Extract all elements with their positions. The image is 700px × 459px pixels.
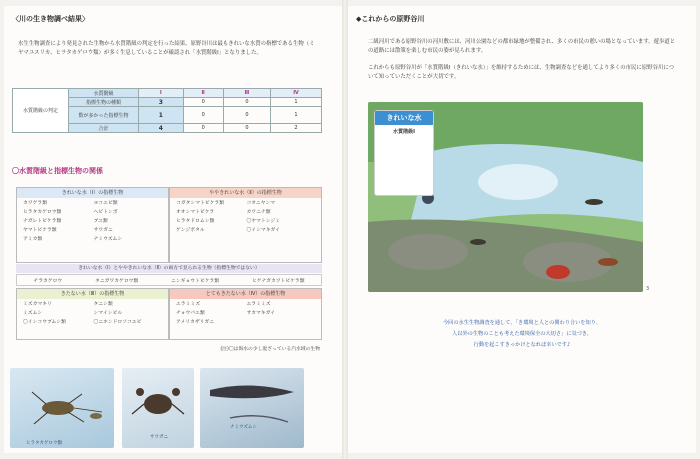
list-item: 〇ニホンドロソコエビ [93,320,142,325]
list-item: ブユ類 [93,219,108,224]
future-title: ◆これからの原野谷川 [356,15,425,23]
flatworm-photo [200,368,304,448]
table-row: 指標生物の種類 3 0 0 1 [13,98,322,107]
river-illustration [368,102,643,292]
list-item: サワガニ [93,228,113,233]
crab-label: サワガニ [150,435,168,440]
list-item: アミカ類 [23,237,43,242]
list-item: ヘビトンボ [93,210,118,215]
closing-line-3: 行動を起こすきっかけとなれば幸いです♪ [473,342,571,348]
list-item: エラミミズ [246,302,271,307]
list-item: ヒラタドロムシ類 [176,219,215,224]
common-band-heading: きれいな水（Ⅰ）とややきれいな水（Ⅱ）の両方で見られる生物（指標生物ではない） [16,264,322,273]
list-item: コオニヤンマ [246,201,276,206]
info-sign-title: きれいな水 [375,111,433,125]
level1-box [16,187,169,263]
future-para-1: 二級河川である原野谷川の河川敷には、河川公園などの都市緑地が整備され、多くの市民の憩いの場となっています。遊歩道との道路には散策を楽しむ市民の姿が見られます。 [368,39,676,54]
list-item: ヨコエビ類 [93,201,118,206]
level1-list [17,198,168,246]
list-item: ヤマトビケラ類 [23,228,57,233]
flatworm-label: ナミウズムシ [230,425,257,430]
right-page [348,6,696,453]
common-band-list [16,274,322,286]
list-item: チョウバエ類 [176,311,205,316]
closing-line-1: 今回の水生生物調査を通して、「き環境と人との関わり合いを知り、 [442,320,602,326]
level3-list [17,299,168,329]
list-item: ニンギョウトビケラ類 [171,278,220,284]
relation-title: 〇水質階級と指標生物の関係 [12,167,103,175]
mayfly-icon [10,368,114,448]
level-table-header: 水質階級 [69,89,139,98]
level1-heading: きれいな水（Ⅰ）の指標生物 [17,188,168,198]
list-item: ゲンジボタル [176,228,205,233]
list-item: ヒラタカゲロウ類 [23,210,62,215]
level4-list [170,299,321,329]
list-item: ナガレトビケラ類 [23,219,62,224]
results-intro: 水生生物調査により発見された生物から水質階級の判定を行った結果、原野谷川は最もきれいな水質の指標である生物（ミヤマユスリカ、ヒラタカゲロウ類）が多く生息していることが確認され「水質階級Ⅰ」となりました。 [18,41,315,56]
list-item: ミズムシ [23,311,43,316]
list-item: オオシマトビケラ [176,210,215,215]
list-item: アメリカザリガニ [176,320,214,325]
list-item: 〇イシコウブムシ類 [23,320,66,325]
mayfly-photo [10,368,114,448]
mayfly-label: ヒラタカゲロウ類 [26,441,62,446]
list-item: タニガワカゲロウ類 [95,278,139,284]
level-col-1: Ⅰ [139,89,184,98]
results-title: 〈川の生き物調べ結果〉 [12,15,89,23]
level-col-2: Ⅱ [183,89,223,98]
closing-line-2: 人以外の生物のことも考えた環境保全の大切さ」に気づき、 [452,331,592,337]
left-page [4,6,342,453]
future-para-2: これからも原野谷川が「水質階級Ⅰ（きれいな水）」を維持するためには、生物調査などを通してより多くの市民に原野谷川について知っていただくことが大切です。 [368,65,675,80]
level4-box [169,288,322,340]
list-item: 〇ヤマトシジミ [246,219,280,224]
organism-note: (注)〇は海水の少し混ざっている汽水域の生物 [220,347,320,352]
info-sign [374,110,434,196]
list-item: シマイシビル [93,311,123,316]
list-item: 〇イシマキガイ [246,228,280,233]
flatworm-icon [200,368,304,448]
list-item: ヒゲナガカワトビケラ類 [251,278,305,284]
info-sign-level: 水質階級Ⅰ [393,129,415,135]
list-item: ナミウズムシ [93,237,123,242]
list-item: コガタシマトビケラ類 [176,201,224,206]
level-table-row-label: 水質階級の判定 [13,89,69,133]
list-item: チラカゲロウ [33,278,63,284]
level3-box [16,288,169,340]
level3-heading: きたない水（Ⅲ）の指標生物 [17,289,168,299]
level-col-4: Ⅳ [271,89,322,98]
list-item: カワニナ類 [246,210,271,215]
table-row: 合計 4 0 0 2 [13,124,322,133]
level2-box [169,187,322,263]
list-item: ミズカマキリ [23,302,52,307]
level2-list [170,198,321,237]
list-item: カワゲラ類 [23,201,47,206]
level4-heading: とてもきたない水（Ⅳ）の指標生物 [170,289,321,299]
list-item: エラミミズ [176,302,200,307]
list-item: サカマキガイ [246,311,276,316]
table-row: 数が多かった指標生物 1 0 0 1 [13,107,322,124]
level2-heading: ややきれいな水（Ⅱ）の指標生物 [170,188,321,198]
water-level-table [12,88,322,133]
page-number: 3 [646,286,650,292]
list-item: タニシ類 [93,302,113,307]
level-col-3: Ⅲ [223,89,270,98]
